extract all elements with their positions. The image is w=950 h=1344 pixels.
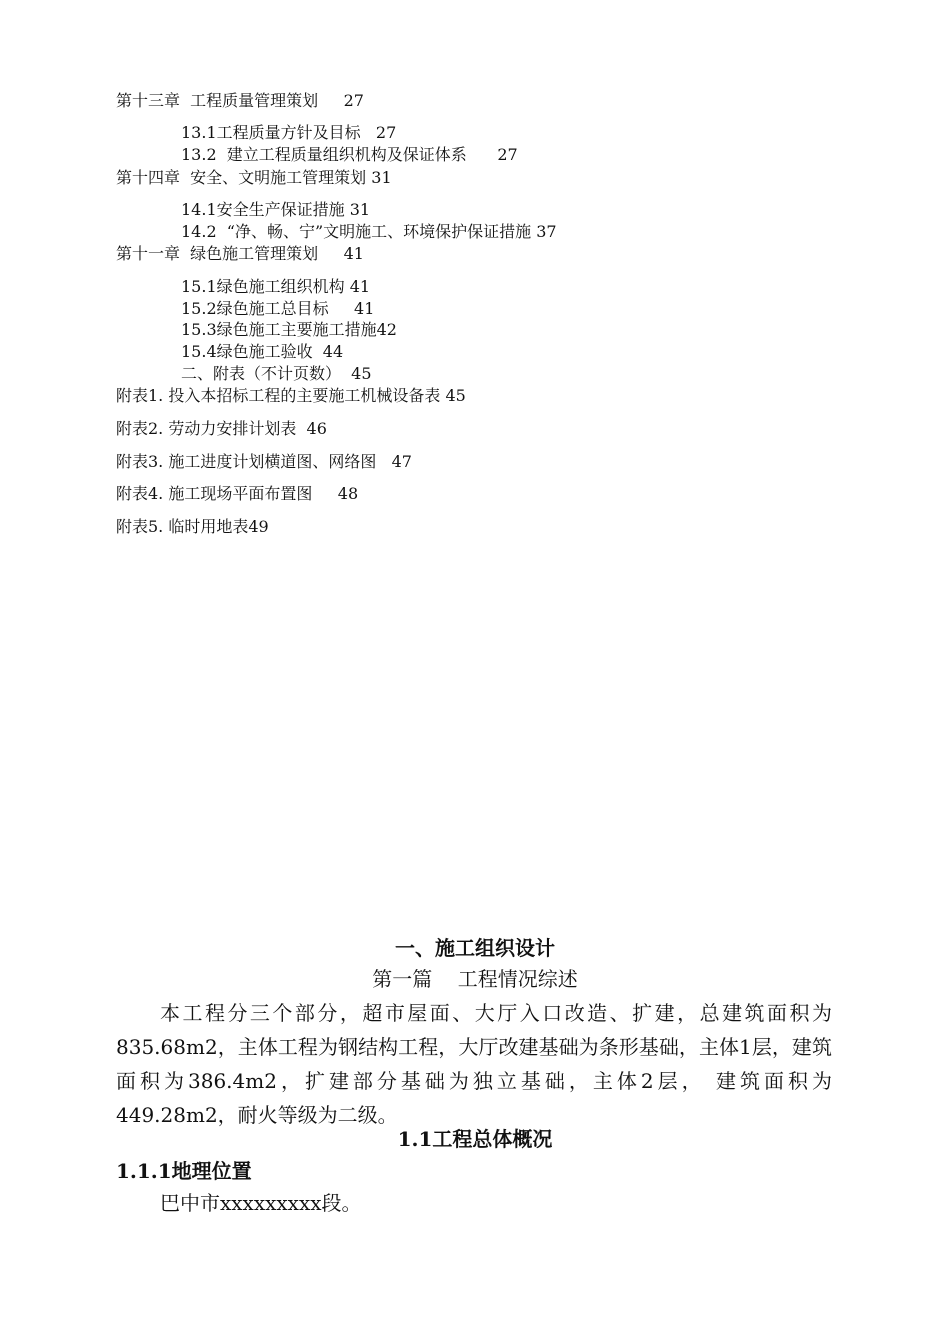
toc-entry-chapter-13: 第十三章 工程质量管理策划 27	[116, 91, 364, 110]
toc-entry-appendix-5: 附表5. 临时用地表49	[116, 517, 269, 536]
overview-paragraph: 本工程分三个部分，超市屋面、大厅入口改造、扩建，总建筑面积为835.68m2，主体工程为钢结构工程，大厅改建基础为条形基础，主体1层，建筑面积为386.4m2，扩建部分基础为独立基础，主体2层， 建筑面积为449.28m2，耐火等级为二级。	[116, 1001, 832, 1127]
toc-entry-15-1: 15.1绿色施工组织机构 41	[181, 277, 371, 296]
toc-entry-appendix-3: 附表3. 施工进度计划横道图、网络图 47	[116, 452, 412, 471]
toc-entry-appendix-1: 附表1. 投入本招标工程的主要施工机械设备表 45	[116, 386, 466, 405]
toc-entry-appendix-4: 附表4. 施工现场平面布置图 48	[116, 484, 359, 503]
sub-title: 第一篇 工程情况综述	[372, 967, 578, 991]
toc-entry-13-2: 13.2 建立工程质量组织机构及保证体系 27	[181, 145, 518, 164]
toc-entry-14-1: 14.1安全生产保证措施 31	[181, 200, 371, 219]
main-title: 一、施工组织设计	[395, 936, 555, 960]
toc-entry-appendix: 二、附表（不计页数） 45	[181, 364, 372, 383]
location-paragraph: 巴中市xxxxxxxxx段。	[160, 1191, 362, 1215]
toc-entry-chapter-14: 第十四章 安全、文明施工管理策划 31	[116, 168, 392, 187]
subsection-title: 1.1.1地理位置	[116, 1159, 252, 1183]
toc-entry-appendix-2: 附表2. 劳动力安排计划表 46	[116, 419, 327, 438]
toc-entry-chapter-11: 第十一章 绿色施工管理策划 41	[116, 244, 364, 263]
toc-entry-15-4: 15.4绿色施工验收 44	[181, 342, 344, 361]
toc-entry-15-3: 15.3绿色施工主要施工措施42	[181, 320, 397, 339]
toc-entry-13-1: 13.1工程质量方针及目标 27	[181, 123, 397, 142]
toc-entry-14-2: 14.2 “净、畅、宁”文明施工、环境保护保证措施 37	[181, 222, 557, 241]
toc-entry-15-2: 15.2绿色施工总目标 41	[181, 299, 375, 318]
section-title: 1.1工程总体概况	[397, 1127, 553, 1151]
